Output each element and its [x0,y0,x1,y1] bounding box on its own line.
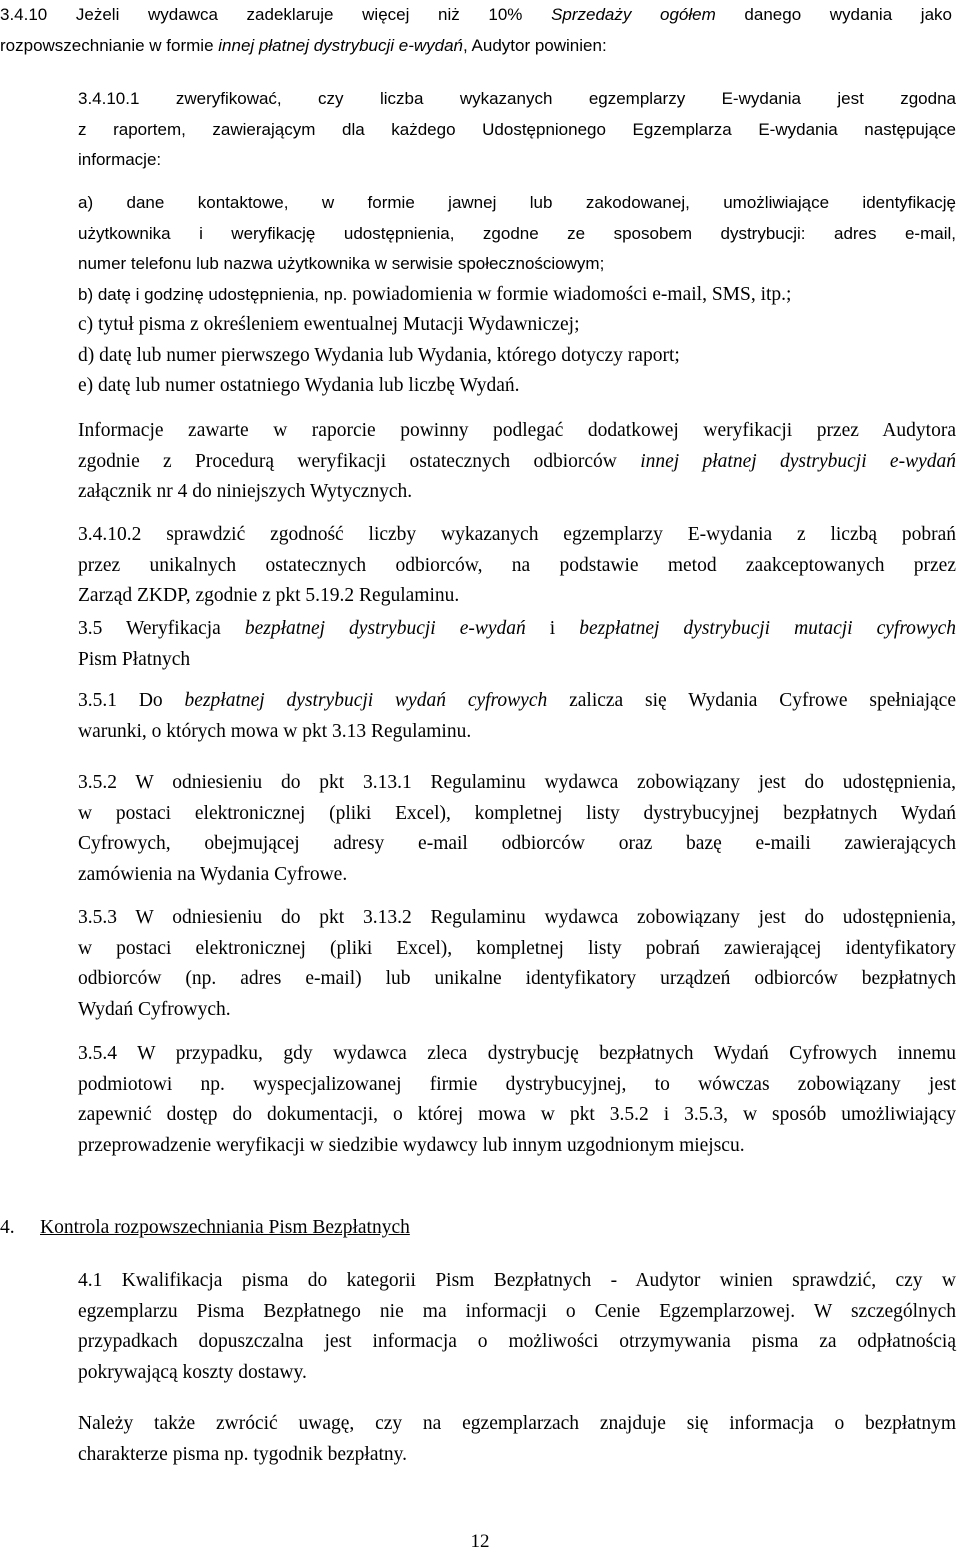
info-paragraph [78,416,956,508]
paragraph-line: przeprowadzenie weryfikacji w siedzibie wydawcy lub innym uzgodnionym miejscu. [78,1134,745,1156]
paragraph-line: zapewnić dostęp do dokumentacji, o której mowa w pkt 3.5.2 i 3.5.3, w sposób umożliwiający [78,1104,956,1125]
section-3-5-heading [78,614,956,675]
section-4-number: 4. [0,1217,15,1238]
paragraph-line: odbiorców (np. adres e-mail) lub unikalne identyfikatory urządzeń odbiorców bezpłatnych [78,968,956,989]
paragraph-line: 4.1 Kwalifikacja pisma do kategorii Pism Bezpłatnych - Audytor winien sprawdzić, czy w [78,1270,956,1291]
paragraph-line: charakterze pisma np. tygodnik bezpłatny. [78,1443,408,1465]
intro-line-1: 3.4.10 Jeżeli wydawca zadeklaruje więcej niż 10% Sprzedaży ogółem danego wydania jako [0,5,952,24]
section-3-5-2 [78,768,956,890]
section-3-4-10-1 [78,84,956,176]
section-4-note [78,1409,956,1470]
section-3-4-10-intro [0,0,952,61]
paragraph-line: 3.5.3 W odniesieniu do pkt 3.13.2 Regulaminu wydawca zobowiązany jest do udostępnienia, [78,907,956,928]
paragraph-line: warunki, o których mowa w pkt 3.13 Regulaminu. [78,720,472,742]
paragraph-line: w postaci elektronicznej (pliki Excel), kompletnej listy dystrybucyjnej bezpłatnych Wydań [78,802,956,824]
intro-line-2: rozpowszechnianie w formie innej płatnej dystrybucji e-wydań, Audytor powinien: [0,35,607,55]
paragraph-line: egzemplarzu Pisma Bezpłatnego nie ma informacji o Cenie Egzemplarzowej. W szczególnych [78,1300,956,1322]
heading-line: Pism Płatnych [78,648,191,670]
list-item-a: a) dane kontaktowe, w formie jawnej lub zakodowanej, umożliwiające identyfikację [78,193,956,212]
list-item-b: b) datę i godzinę udostępnienia, np. powiadomienia w formie wiadomości e-mail, SMS, itp.; [78,283,792,305]
page-number: 12 [470,1531,490,1552]
paragraph-line: załącznik nr 4 do niniejszych Wytycznych. [78,481,413,502]
list-item-e: e) datę lub numer ostatniego Wydania lub liczbę Wydań. [78,375,520,396]
paragraph-line: informacje: [78,150,162,169]
section-3-4-10-2 [78,520,956,612]
paragraph-line: przypadkach dopuszczalna jest informacja o możliwości otrzymywania pisma za odpłatnością [78,1331,956,1352]
section-4-title: Kontrola rozpowszechniania Pism Bezpłatnych [40,1217,410,1238]
list-item-a-cont: numer telefonu lub nazwa użytkownika w serwisie społecznościowym; [78,254,605,273]
section-4-1 [78,1266,956,1388]
paragraph-line: Cyfrowych, obejmującej adresy e-mail odbiorców oraz bazę e-maili zawierających [78,833,956,854]
paragraph-line: Należy także zwrócić uwagę, czy na egzemplarzach znajduje się informacja o bezpłatnym [78,1413,956,1434]
paragraph-line: zgodnie z Procedurą weryfikacji ostatecznych odbiorców innej płatnej dystrybucji e-wydań [78,450,956,472]
paragraph-line: Wydań Cyfrowych. [78,998,231,1020]
paragraph-line: w postaci elektronicznej (pliki Excel), kompletnej listy pobrań zawierającej identyfikatory [78,937,956,959]
paragraph-line: 3.4.10.1 zweryfikować, czy liczba wykazanych egzemplarzy E-wydania jest zgodna [78,89,956,108]
paragraph-line: zamówienia na Wydania Cyfrowe. [78,863,348,885]
paragraph-line: podmiotowi np. wyspecjalizowanej firmie dystrybucyjnej, to wówczas zobowiązany jest [78,1073,956,1095]
list-item-a-cont: użytkownika i weryfikację udostępnienia, zgodne ze sposobem dystrybucji: adres e-mail, [78,223,956,243]
list-item-c: c) tytuł pisma z określeniem ewentualnej Mutacji Wydawniczej; [78,314,580,335]
section-3-5-1 [78,686,956,747]
paragraph-line: z raportem, zawierającym dla każdego Udostępnionego Egzemplarza E-wydania następujące [78,119,956,139]
section-4-heading [0,1213,900,1244]
paragraph-line: przez unikalnych ostatecznych odbiorców, na podstawie metod zaakceptowanych przez [78,554,956,576]
heading-line: 3.5 Weryfikacja bezpłatnej dystrybucji e-wydań i bezpłatnej dystrybucji mutacji cyfrowych [78,618,956,639]
paragraph-line: 3.4.10.2 sprawdzić zgodność liczby wykazanych egzemplarzy E-wydania z liczbą pobrań [78,524,956,545]
information-list [78,188,956,402]
section-3-5-3 [78,903,956,1025]
paragraph-line: Informacje zawarte w raporcie powinny podlegać dodatkowej weryfikacji przez Audytora [78,420,956,441]
list-item-d: d) datę lub numer pierwszego Wydania lub Wydania, którego dotyczy raport; [78,344,680,366]
paragraph-line: Zarząd ZKDP, zgodnie z pkt 5.19.2 Regulaminu. [78,585,460,606]
paragraph-line: 3.5.2 W odniesieniu do pkt 3.13.1 Regulaminu wydawca zobowiązany jest do udostępnienia, [78,772,956,793]
paragraph-line: pokrywającą koszty dostawy. [78,1361,307,1383]
section-3-5-4 [78,1039,956,1161]
paragraph-line: 3.5.4 W przypadku, gdy wydawca zleca dystrybucję bezpłatnych Wydań Cyfrowych innemu [78,1043,956,1064]
paragraph-line: 3.5.1 Do bezpłatnej dystrybucji wydań cyfrowych zalicza się Wydania Cyfrowe spełniające [78,690,956,711]
